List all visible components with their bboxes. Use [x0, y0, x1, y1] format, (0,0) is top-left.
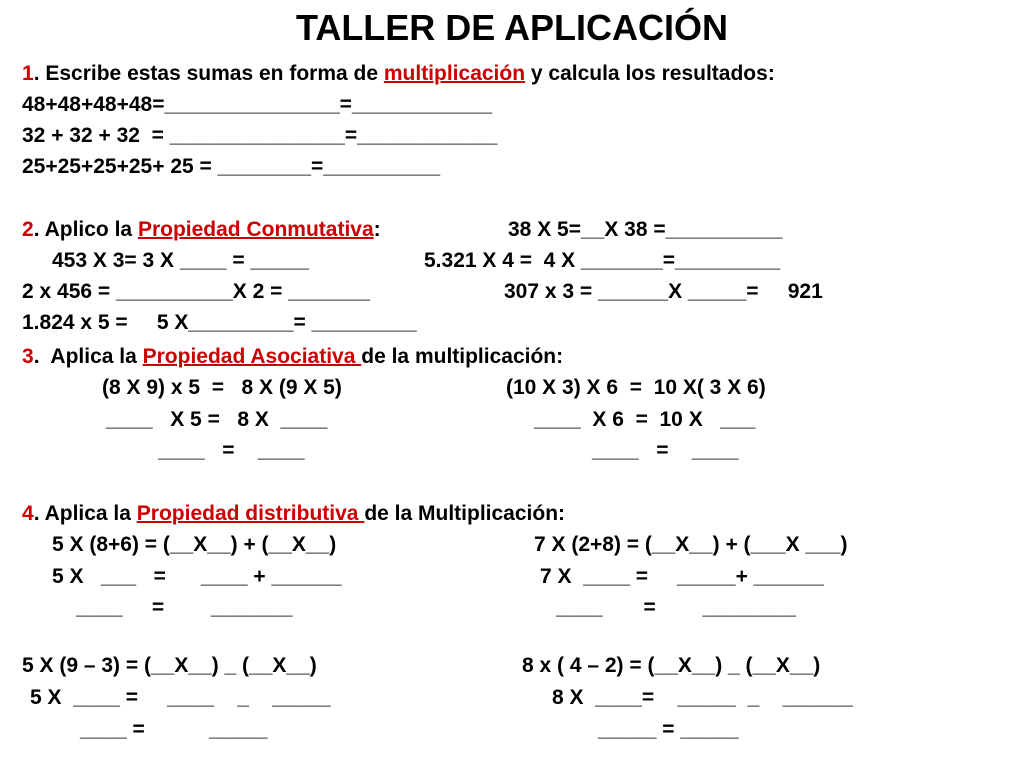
- exercise-line: 5 X (9 – 3) = (__X__) _ (__X__): [22, 654, 317, 677]
- exercise-line: 32 + 32 + 32 = _______________=____________: [22, 124, 498, 147]
- exercise-line: 2 x 456 = __________X 2 = _______: [22, 280, 370, 303]
- exercise-line: 453 X 3= 3 X ____ = _____: [52, 249, 309, 272]
- exercise-line: 5.321 X 4 = 4 X _______=_________: [424, 249, 781, 272]
- exercise-line: 1.824 x 5 = 5 X_________= _________: [22, 311, 417, 334]
- section-1-instruction-end: y calcula los resultados:: [525, 62, 775, 85]
- exercise-line: (10 X 3) X 6 = 10 X( 3 X 6): [506, 376, 766, 399]
- section-3-instruction-end: de la multiplicación:: [361, 345, 564, 368]
- section-3-keyword: Propiedad Asociativa: [142, 345, 362, 368]
- exercise-line: ____ = ____: [592, 439, 739, 462]
- exercise-line: ____ = ________: [556, 596, 796, 619]
- section-4-instruction-end: de la Multiplicación:: [364, 502, 566, 525]
- page-title: TALLER DE APLICACIÓN: [296, 7, 728, 48]
- exercise-line: 307 x 3 = ______X _____= 921: [504, 280, 823, 303]
- exercise-line: 5 X ___ = ____ + ______: [52, 565, 342, 588]
- section-2-heading: [22, 216, 381, 244]
- exercise-line: 7 X (2+8) = (__X__) + (___X ___): [534, 533, 848, 556]
- exercise-line: ____ = _____: [80, 718, 268, 741]
- section-3-instruction: . Aplica la: [33, 345, 143, 368]
- section-3-heading: [22, 343, 563, 371]
- section-1-keyword: multiplicación: [383, 62, 526, 85]
- section-1-heading: [22, 60, 775, 88]
- exercise-line: (8 X 9) x 5 = 8 X (9 X 5): [102, 376, 342, 399]
- section-1-instruction: . Escribe estas sumas en forma de: [33, 62, 384, 85]
- section-2-number: 2: [22, 218, 34, 241]
- section-4-instruction: . Aplica la: [33, 502, 137, 525]
- exercise-line: _____ = _____: [598, 718, 739, 741]
- section-4-number: 4: [22, 502, 34, 525]
- exercise-line: ____ = _______: [76, 596, 293, 619]
- section-3-number: 3: [22, 345, 34, 368]
- exercise-line: 5 X ____ = ____ _ _____: [30, 686, 331, 709]
- exercise-line: 48+48+48+48=_______________=____________: [22, 93, 493, 116]
- section-1-number: 1: [22, 62, 34, 85]
- section-2-instruction: . Aplico la: [33, 218, 138, 241]
- exercise-line: ____ = ____: [158, 439, 305, 462]
- exercise-line: 25+25+25+25+ 25 = ________=__________: [22, 155, 441, 178]
- exercise-line: 7 X ____ = _____+ ______: [540, 565, 824, 588]
- exercise-line: 8 x ( 4 – 2) = (__X__) _ (__X__): [522, 654, 821, 677]
- exercise-line: 5 X (8+6) = (__X__) + (__X__): [52, 533, 337, 556]
- exercise-line: 38 X 5=__X 38 =__________: [508, 218, 783, 241]
- section-2-keyword: Propiedad Conmutativa: [137, 218, 374, 241]
- section-4-keyword: Propiedad distributiva: [136, 502, 365, 525]
- section-2-instruction-end: :: [373, 218, 381, 241]
- exercise-line: ____ X 6 = 10 X ___: [534, 408, 756, 431]
- exercise-line: 8 X ____= _____ _ ______: [552, 686, 853, 709]
- exercise-line: ____ X 5 = 8 X ____: [106, 408, 328, 431]
- section-4-heading: [22, 500, 565, 528]
